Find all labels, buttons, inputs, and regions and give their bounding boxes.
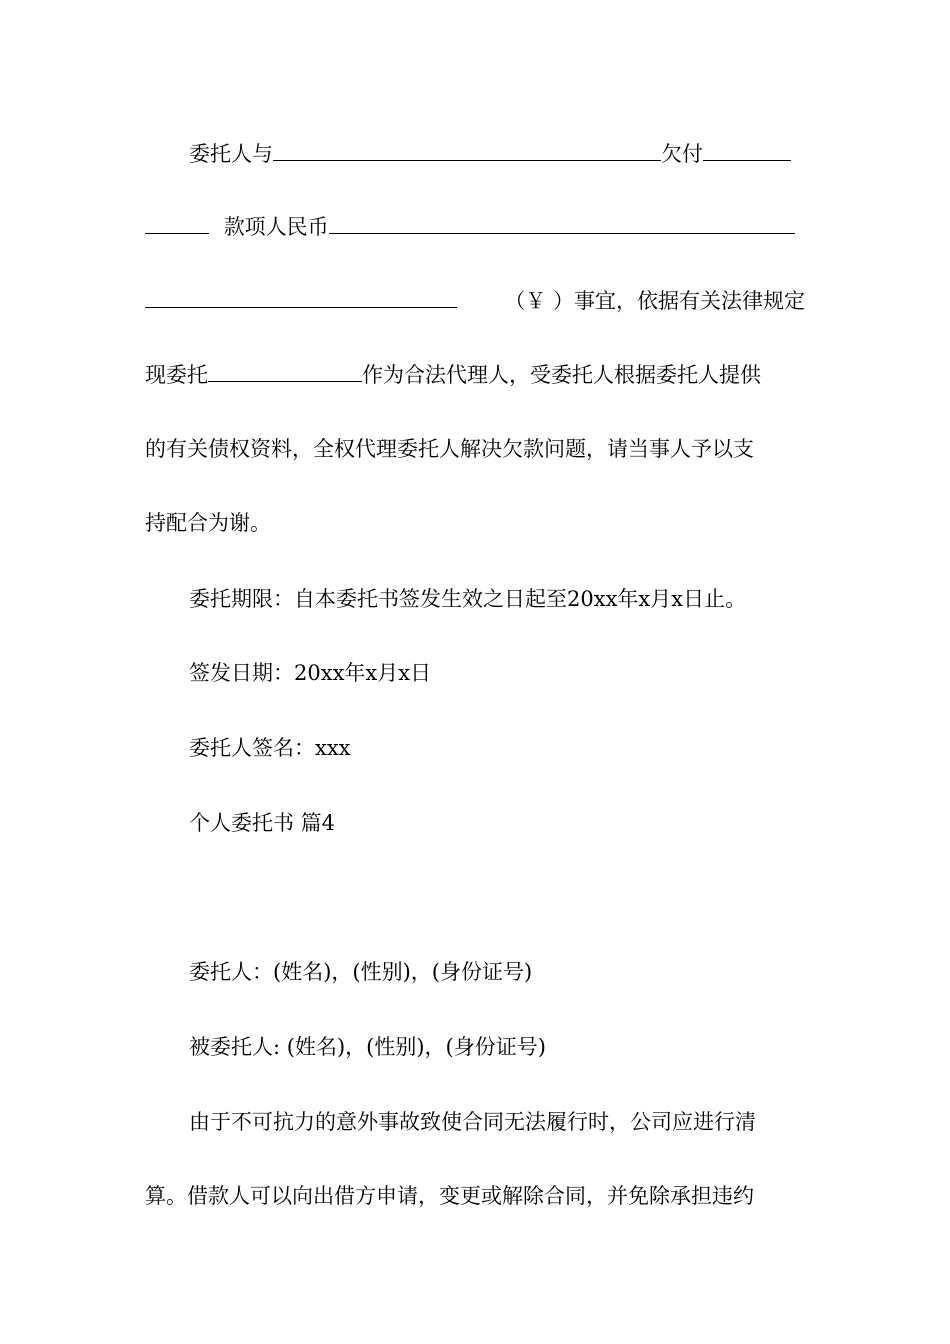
paragraph2-line2 <box>145 1181 805 1211</box>
section-title <box>145 808 849 838</box>
text-now-entrust: 现委托 <box>145 363 208 387</box>
text-signature: 委托人签名：xxx <box>189 736 351 760</box>
text-matter-legal: （￥ ）事宜，依据有关法律规定 <box>504 289 805 313</box>
text-p2-line2: 算。借款人可以向出借方申请，变更或解除合同，并免除承担违约 <box>145 1184 754 1208</box>
paragraph1-line4 <box>145 360 805 390</box>
text-amount-rmb: 款项人民币 <box>223 215 329 239</box>
paragraph1-line1 <box>145 139 849 169</box>
paragraph2-line1 <box>145 1107 849 1137</box>
text-section-title: 个人委托书 篇4 <box>189 811 336 835</box>
text-owes: 欠付 <box>661 142 703 166</box>
text-issue-date: 签发日期：20xx年x月x日 <box>189 661 432 685</box>
blank-debtor <box>273 140 661 161</box>
blank-agent-name <box>208 361 362 382</box>
signature-line <box>145 733 849 763</box>
blank-owed-2 <box>145 213 209 234</box>
text-line6: 持配合为谢。 <box>145 511 271 535</box>
issue-date-line <box>145 658 849 688</box>
principal-line <box>145 957 849 987</box>
blank-amount-words <box>329 213 795 234</box>
paragraph1-line5 <box>145 434 805 464</box>
text-term: 委托期限：自本委托书签发生效之日起至20xx年x月x日止。 <box>189 587 747 611</box>
blank-amount-cont <box>145 287 457 308</box>
paragraph1-line3 <box>145 286 805 316</box>
paragraph1-line2 <box>145 212 805 242</box>
text-principal-with: 委托人与 <box>189 142 273 166</box>
text-p2-line1: 由于不可抗力的意外事故致使合同无法履行时，公司应进行清 <box>189 1110 756 1134</box>
paragraph1-line6 <box>145 508 805 538</box>
text-agent: 被委托人: (姓名)，(性别)，(身份证号) <box>189 1035 546 1059</box>
agent-line <box>145 1032 849 1062</box>
text-line5: 的有关债权资料，全权代理委托人解决欠款问题，请当事人予以支 <box>145 437 754 461</box>
term-line <box>145 584 849 614</box>
text-principal: 委托人：(姓名)，(性别)，(身份证号) <box>189 960 533 984</box>
text-as-legal-agent: 作为合法代理人，受委托人根据委托人提供 <box>362 363 761 387</box>
blank-owed-1 <box>703 140 791 161</box>
